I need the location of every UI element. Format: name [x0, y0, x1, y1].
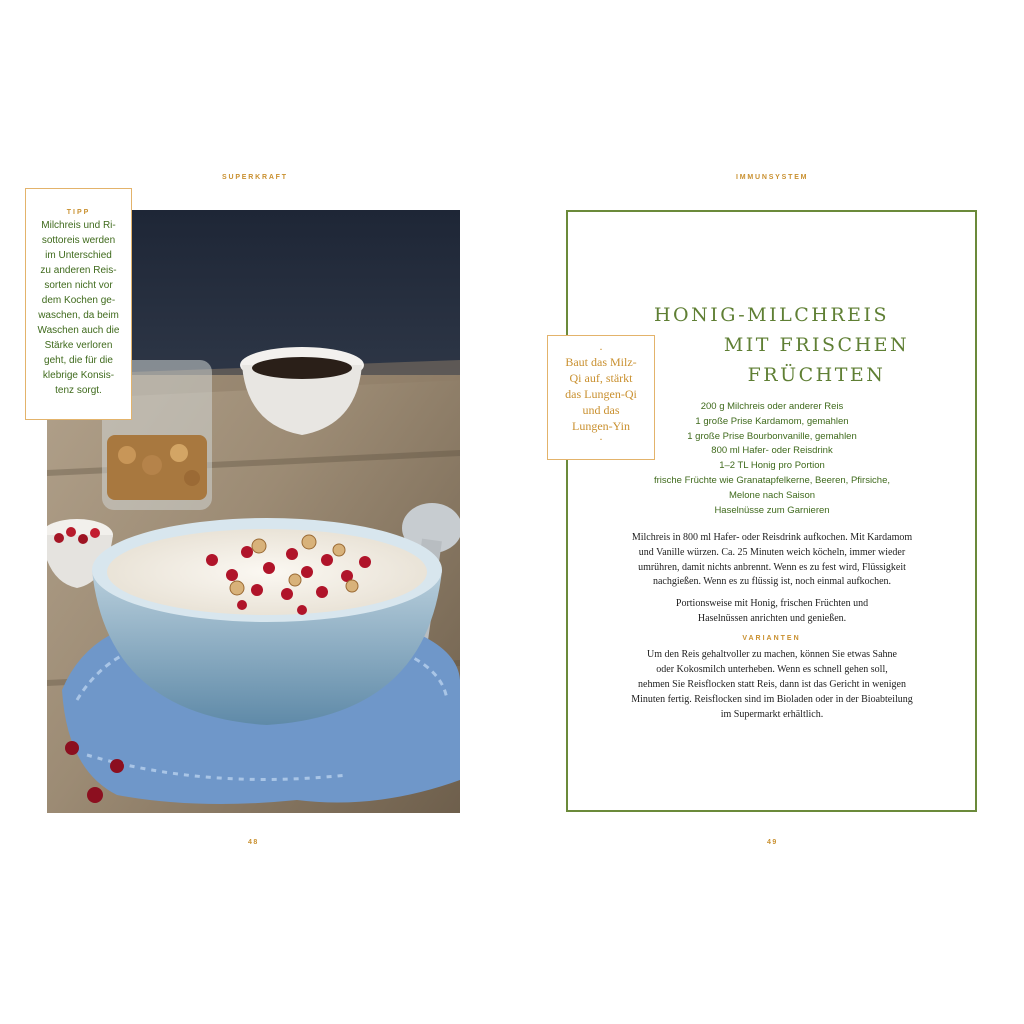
method-line: nachgießen. Wenn es zu flüssig ist, noch einmal aufkochen.: [652, 576, 892, 588]
tip-line: waschen, da beim: [38, 310, 119, 321]
variant-line: Um den Reis gehaltvoller zu machen, können Sie etwas Sahne: [647, 649, 897, 660]
tip-line: Milchreis und Ri-: [41, 220, 116, 231]
ingredient-item: 1 große Prise Kardamom, gemahlen: [695, 415, 849, 427]
method-line: Haselnüssen anrichten und genießen.: [697, 612, 847, 624]
tip-line: klebrige Konsis-: [42, 370, 115, 381]
variant-line: oder Kokosmilch unterheben. Wenn es schnell gehen soll,: [656, 664, 888, 675]
benefit-line: Lungen-Yin: [572, 419, 630, 433]
dot-ornament: ·: [599, 432, 603, 446]
method-line: und Vanille würzen. Ca. 25 Minuten weich köcheln, immer wieder: [638, 546, 906, 558]
tip-line: Stärke verloren: [44, 340, 113, 351]
tip-line: Waschen auch die: [37, 325, 120, 336]
page-number-left: 48: [248, 839, 259, 846]
running-head-left: SUPERKRAFT: [222, 174, 288, 181]
ingredient-item: 200 g Milchreis oder anderer Reis: [700, 401, 844, 412]
tip-text: [26, 218, 131, 398]
ingredient-list: [608, 400, 936, 518]
ingredient-item: Melone nach Saison: [728, 489, 816, 501]
tip-line: im Unterschied: [45, 250, 112, 261]
method-text: [600, 531, 944, 627]
benefit-line: und das: [582, 403, 620, 417]
dot-ornament: ·: [599, 342, 603, 356]
method-line: umrühren, damit nichts anbrennt. Wenn es zu fest wird, Flüssigkeit: [638, 561, 906, 573]
tip-title: TIPP: [66, 209, 91, 216]
method-line: Milchreis in 800 ml Hafer- oder Reisdrink aufkochen. Mit Kardamom: [631, 532, 913, 543]
variants-text: [596, 647, 948, 722]
method-line: Portionsweise mit Honig, frischen Früchten und: [675, 598, 869, 610]
benefit-line: Qi auf, stärkt: [569, 371, 633, 385]
tip-line: dem Kochen ge-: [41, 295, 116, 306]
ingredient-item: frische Früchte wie Granatapfelkerne, Beeren, Pfirsiche,: [653, 474, 891, 486]
title-line: FRÜCHTEN: [747, 364, 886, 386]
running-head-right: IMMUNSYSTEM: [736, 174, 809, 181]
ingredient-item: 800 ml Hafer- oder Reisdrink: [711, 445, 833, 457]
variant-line: nehmen Sie Reisflocken statt Reis, dann ist das Gericht in wenigen: [638, 679, 906, 690]
variant-line: Minuten fertig. Reisflocken sind im Bioladen oder in der Bioabteilung: [631, 694, 913, 705]
tip-box: [25, 188, 132, 420]
benefit-line: Baut das Milz-: [565, 355, 637, 369]
benefit-line: das Lungen-Qi: [565, 387, 637, 401]
variant-line: im Supermarkt erhältlich.: [720, 709, 824, 720]
tip-line: zu anderen Reis-: [40, 265, 117, 276]
tip-line: sottoreis werden: [41, 235, 116, 246]
ingredient-item: Haselnüsse zum Garnieren: [714, 504, 830, 516]
page-number-right: 49: [767, 839, 778, 846]
title-line: MIT FRISCHEN: [723, 334, 910, 356]
variants-heading: VARIANTEN: [742, 635, 801, 642]
ingredient-item: 1–2 TL Honig pro Portion: [719, 460, 825, 472]
ingredient-item: 1 große Prise Bourbonvanille, gemahlen: [687, 430, 857, 442]
title-line: HONIG-MILCHREIS: [653, 304, 890, 326]
tip-line: sorten nicht vor: [44, 280, 113, 291]
tip-line: tenz sorgt.: [55, 385, 102, 396]
tip-line: geht, die für die: [44, 355, 113, 366]
